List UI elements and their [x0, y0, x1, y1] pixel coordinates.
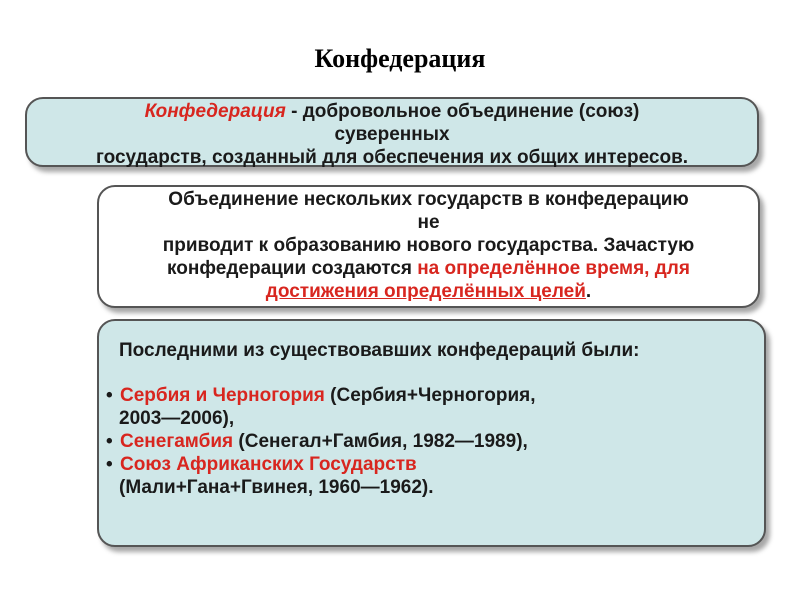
union-note-text: конфедерации создаются: [167, 258, 418, 279]
union-note-highlight-1: на определённое время, для: [417, 258, 690, 279]
union-note-line-3: приводит к образованию нового государства. Зачастую: [162, 235, 695, 256]
bullet-icon: •: [106, 431, 113, 452]
union-note-box: [97, 185, 760, 308]
list-item-continuation: 2003—2006),: [119, 408, 235, 429]
list-item-detail: (Сенегал+Гамбия, 1982—1989),: [233, 431, 528, 452]
list-item-african-union: [106, 453, 764, 476]
union-note-line-4: [99, 257, 758, 280]
union-note-line-2: не: [417, 212, 440, 233]
union-note-line-5: [99, 280, 758, 303]
definition-term: Конфедерация: [144, 101, 286, 122]
definition-line-2: суверенных: [334, 124, 450, 145]
definition-line-3: государств, созданный для обеспечения их общих интересов.: [95, 147, 689, 168]
definition-box: [25, 97, 759, 167]
union-note-period: .: [585, 281, 592, 302]
list-item-name: Сербия и Черногория: [120, 385, 325, 406]
list-item-name: Союз Африканских Государств: [120, 454, 417, 475]
definition-line-1: [27, 100, 757, 123]
bullet-icon: •: [106, 454, 113, 475]
list-item-name: Сенегамбия: [120, 431, 234, 452]
union-note-line-1: Объединение нескольких государств в конфедерацию: [168, 189, 689, 210]
union-note-highlight-2: достижения определённых целей: [265, 281, 586, 302]
list-item-continuation: (Мали+Гана+Гвинея, 1960—1962).: [119, 477, 434, 498]
list-heading: Последними из существовавших конфедераций были:: [119, 340, 640, 361]
definition-text-1: добровольное объединение (союз): [302, 101, 640, 122]
bullet-icon: •: [106, 385, 113, 406]
last-confederations-box: [97, 319, 766, 547]
list-item-serbia: [106, 384, 764, 407]
list-item-detail: (Сербия+Черногория,: [324, 385, 536, 406]
list-item-senegambia: [106, 430, 764, 453]
definition-dash: -: [285, 101, 303, 122]
slide-title: Конфедерация: [314, 44, 486, 73]
